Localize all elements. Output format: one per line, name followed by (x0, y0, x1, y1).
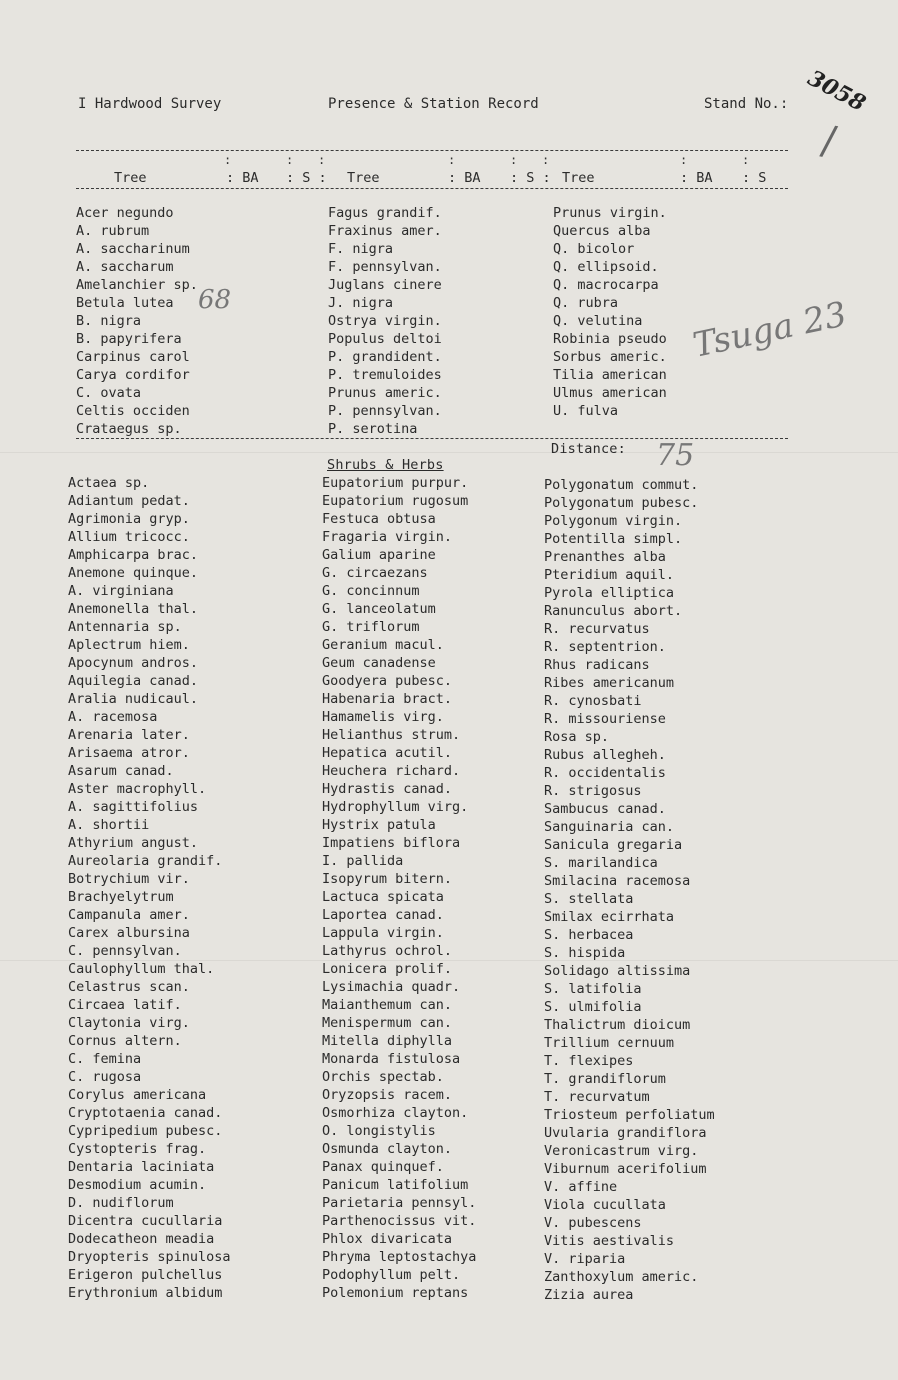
herb-species-item: S. marilandica (544, 855, 658, 871)
herb-list-column-2 (322, 474, 476, 1302)
herb-species-item: Anemone quinque. (68, 565, 199, 581)
tree-species-item: Fagus grandif. (328, 205, 442, 221)
herb-species-item: C. pennsylvan. (68, 943, 182, 959)
tree-species-item: Q. rubra (553, 295, 619, 311)
herb-species-item: Phryma leptostachya (322, 1249, 477, 1265)
column-header-ba: : BA (448, 170, 481, 186)
tree-species-item: A. saccharum (76, 259, 174, 275)
herb-species-item: Adiantum pedat. (68, 493, 190, 509)
herb-species-item: Viola cucullata (544, 1197, 666, 1213)
herb-species-item: Ranunculus abort. (544, 603, 683, 619)
tree-species-item: Fraxinus amer. (328, 223, 442, 239)
herb-species-item: Viburnum acerifolium (544, 1161, 707, 1177)
tree-species-item: Q. macrocarpa (553, 277, 659, 293)
herb-species-item: Erigeron pulchellus (68, 1267, 223, 1283)
herb-species-item: Lactuca spicata (322, 889, 444, 905)
herb-species-item: Carex albursina (68, 925, 190, 941)
herb-species-item: A. shortii (68, 817, 150, 833)
herb-species-item: R. cynosbati (544, 693, 642, 709)
herb-species-item: Erythronium albidum (68, 1285, 223, 1301)
tree-species-item: P. grandident. (328, 349, 442, 365)
herb-species-item: Actaea sp. (68, 475, 150, 491)
column-header-tree: Tree (562, 170, 595, 186)
herb-species-item: Podophyllum pelt. (322, 1267, 461, 1283)
tree-species-item: P. tremuloides (328, 367, 442, 383)
herb-species-item: Asarum canad. (68, 763, 174, 779)
herb-species-item: Vitis aestivalis (544, 1233, 675, 1249)
column-separator: : (542, 153, 550, 167)
herb-species-item: Trillium cernuum (544, 1035, 675, 1051)
herb-species-item: Polygonum virgin. (544, 513, 683, 529)
herb-species-item: Prenanthes alba (544, 549, 666, 565)
herb-species-item: Thalictrum dioicum (544, 1017, 691, 1033)
herb-species-item: Lathyrus ochrol. (322, 943, 453, 959)
tree-species-item: Crataegus sp. (76, 421, 182, 437)
tree-list-column-3 (553, 204, 667, 420)
herb-species-item: Arenaria later. (68, 727, 190, 743)
herb-species-item: Orchis spectab. (322, 1069, 444, 1085)
herb-species-item: Parietaria pennsyl. (322, 1195, 477, 1211)
herb-species-item: Cypripedium pubesc. (68, 1123, 223, 1139)
herb-species-item: Impatiens biflora (322, 835, 461, 851)
tree-species-item: Sorbus americ. (553, 349, 667, 365)
herb-species-item: T. grandiflorum (544, 1071, 666, 1087)
herb-species-item: Monarda fistulosa (322, 1051, 461, 1067)
herb-species-item: Polygonatum pubesc. (544, 495, 699, 511)
column-header-s: : S (742, 170, 767, 186)
herb-species-item: R. strigosus (544, 783, 642, 799)
herb-species-item: I. pallida (322, 853, 404, 869)
herb-species-item: Triosteum perfoliatum (544, 1107, 715, 1123)
herb-species-item: Anemonella thal. (68, 601, 199, 617)
herb-species-item: Brachyelytrum (68, 889, 174, 905)
column-header-s: : S : (510, 170, 551, 186)
herb-species-item: Oryzopsis racem. (322, 1087, 453, 1103)
tree-species-item: Q. bicolor (553, 241, 635, 257)
herb-species-item: Campanula amer. (68, 907, 190, 923)
herb-species-item: Osmunda clayton. (322, 1141, 453, 1157)
herb-species-item: Hydrophyllum virg. (322, 799, 469, 815)
herb-species-item: Eupatorium rugosum (322, 493, 469, 509)
tree-species-item: F. nigra (328, 241, 394, 257)
herb-species-item: Veronicastrum virg. (544, 1143, 699, 1159)
tree-species-item: Carya cordifor (76, 367, 190, 383)
column-separator: : (318, 153, 326, 167)
column-separator: : (680, 153, 688, 167)
herb-species-item: Panicum latifolium (322, 1177, 469, 1193)
tree-species-item: Ulmus american (553, 385, 667, 401)
tree-species-item: Robinia pseudo (553, 331, 667, 347)
tree-species-item: Quercus alba (553, 223, 651, 239)
herb-species-item: Goodyera pubesc. (322, 673, 453, 689)
paper-fold-line (0, 452, 898, 453)
herb-species-item: V. affine (544, 1179, 618, 1195)
herb-species-item: Aquilegia canad. (68, 673, 199, 689)
herb-species-item: Osmorhiza clayton. (322, 1105, 469, 1121)
herb-species-item: Smilax ecirrhata (544, 909, 675, 925)
herb-species-item: Corylus americana (68, 1087, 207, 1103)
handwritten-stand-number: 3058 (803, 65, 870, 117)
herb-species-item: Isopyrum bitern. (322, 871, 453, 887)
herb-species-item: V. riparia (544, 1251, 626, 1267)
herb-species-item: Laportea canad. (322, 907, 444, 923)
tree-species-item: A. saccharinum (76, 241, 190, 257)
tree-list-column-2 (328, 204, 442, 438)
herb-species-item: Solidago altissima (544, 963, 691, 979)
herb-species-item: Mitella diphylla (322, 1033, 453, 1049)
herb-species-item: R. recurvatus (544, 621, 650, 637)
herb-species-item: Geum canadense (322, 655, 436, 671)
dashed-rule-top (76, 150, 788, 151)
herb-species-item: R. missouriense (544, 711, 666, 727)
herb-species-item: Cornus altern. (68, 1033, 182, 1049)
herb-species-item: Claytonia virg. (68, 1015, 190, 1031)
herb-species-item: Aster macrophyll. (68, 781, 207, 797)
herb-species-item: T. flexipes (544, 1053, 634, 1069)
tree-species-item: B. nigra (76, 313, 142, 329)
herb-species-item: Fragaria virgin. (322, 529, 453, 545)
herb-species-item: S. hispida (544, 945, 626, 961)
herb-species-item: R. septentrion. (544, 639, 666, 655)
herb-species-item: Lonicera prolif. (322, 961, 453, 977)
herb-species-item: S. stellata (544, 891, 634, 907)
column-header-tree: Tree (347, 170, 380, 186)
tree-species-item: Betula lutea (76, 295, 174, 311)
herb-species-item: S. herbacea (544, 927, 634, 943)
tree-species-item: Tilia american (553, 367, 667, 383)
herb-species-item: T. recurvatum (544, 1089, 650, 1105)
herb-species-item: Festuca obtusa (322, 511, 436, 527)
herb-species-item: Sambucus canad. (544, 801, 666, 817)
herb-species-item: S. ulmifolia (544, 999, 642, 1015)
herb-species-item: Botrychium vir. (68, 871, 190, 887)
herb-species-item: Dentaria laciniata (68, 1159, 215, 1175)
herb-species-item: Heuchera richard. (322, 763, 461, 779)
tree-species-item: Acer negundo (76, 205, 174, 221)
herb-species-item: C. femina (68, 1051, 142, 1067)
herb-species-item: Arisaema atror. (68, 745, 190, 761)
herb-species-item: Zanthoxylum americ. (544, 1269, 699, 1285)
column-header-ba: : BA (680, 170, 713, 186)
tree-species-item: Amelanchier sp. (76, 277, 198, 293)
herb-species-item: Ribes americanum (544, 675, 675, 691)
herb-species-item: Galium aparine (322, 547, 436, 563)
herb-species-item: Uvularia grandiflora (544, 1125, 707, 1141)
tree-species-item: Prunus virgin. (553, 205, 667, 221)
tree-species-item: P. serotina (328, 421, 418, 437)
dashed-rule-header (76, 188, 788, 189)
herb-species-item: G. lanceolatum (322, 601, 436, 617)
column-separator: : (448, 153, 456, 167)
herb-species-item: Parthenocissus vit. (322, 1213, 477, 1229)
herb-species-item: Maianthemum can. (322, 997, 453, 1013)
herb-species-item: A. virginiana (68, 583, 174, 599)
herb-species-item: Lysimachia quadr. (322, 979, 461, 995)
herb-species-item: Cryptotaenia canad. (68, 1105, 223, 1121)
herb-species-item: D. nudiflorum (68, 1195, 174, 1211)
tree-species-item: F. pennsylvan. (328, 259, 442, 275)
herb-species-item: Pteridium aquil. (544, 567, 675, 583)
handwritten-mark: / (818, 117, 840, 165)
herb-species-item: Sanguinaria can. (544, 819, 675, 835)
handwritten-distance-value: 75 (656, 438, 695, 473)
tree-species-item: B. papyrifera (76, 331, 182, 347)
herb-species-item: G. circaezans (322, 565, 428, 581)
herb-species-item: Helianthus strum. (322, 727, 461, 743)
tree-species-item: C. ovata (76, 385, 142, 401)
herb-species-item: Hepatica acutil. (322, 745, 453, 761)
herb-species-item: Phlox divaricata (322, 1231, 453, 1247)
herb-species-item: Lappula virgin. (322, 925, 444, 941)
herb-species-item: G. triflorum (322, 619, 420, 635)
herb-species-item: V. pubescens (544, 1215, 642, 1231)
herb-species-item: Eupatorium purpur. (322, 475, 469, 491)
tree-species-item: Ostrya virgin. (328, 313, 442, 329)
herb-species-item: Aplectrum hiem. (68, 637, 190, 653)
herb-species-item: Hamamelis virg. (322, 709, 444, 725)
distance-label: Distance: (551, 441, 626, 457)
herb-species-item: Polemonium reptans (322, 1285, 469, 1301)
herb-species-item: Aureolaria grandif. (68, 853, 223, 869)
herb-species-item: Cystopteris frag. (68, 1141, 207, 1157)
herb-species-item: Menispermum can. (322, 1015, 453, 1031)
herb-species-item: A. sagittifolius (68, 799, 199, 815)
herb-species-item: Potentilla simpl. (544, 531, 683, 547)
herb-species-item: Dodecatheon meadia (68, 1231, 215, 1247)
herb-species-item: Zizia aurea (544, 1287, 634, 1303)
herb-list-column-3 (544, 476, 715, 1304)
herb-species-item: Geranium macul. (322, 637, 444, 653)
herb-species-item: Dicentra cucullaria (68, 1213, 223, 1229)
herb-species-item: Rosa sp. (544, 729, 610, 745)
tree-species-item: U. fulva (553, 403, 619, 419)
tree-species-item: Q. ellipsoid. (553, 259, 659, 275)
herb-species-item: Antennaria sp. (68, 619, 182, 635)
tree-species-item: Carpinus carol (76, 349, 190, 365)
tree-species-item: Populus deltoi (328, 331, 442, 347)
herb-species-item: A. racemosa (68, 709, 158, 725)
handwritten-note-68: 68 (198, 285, 232, 315)
herb-species-item: Celastrus scan. (68, 979, 190, 995)
herb-species-item: Hystrix patula (322, 817, 436, 833)
dashed-rule-trees-end (76, 438, 788, 439)
column-header-s: : S : (286, 170, 327, 186)
tree-species-item: A. rubrum (76, 223, 150, 239)
tree-species-item: J. nigra (328, 295, 394, 311)
column-separator: : (286, 153, 294, 167)
herb-species-item: Hydrastis canad. (322, 781, 453, 797)
herb-species-item: Smilacina racemosa (544, 873, 691, 889)
column-separator: : (224, 153, 232, 167)
herb-species-item: Sanicula gregaria (544, 837, 683, 853)
herb-species-item: Desmodium acumin. (68, 1177, 207, 1193)
tree-species-item: P. pennsylvan. (328, 403, 442, 419)
herb-species-item: Apocynum andros. (68, 655, 199, 671)
tree-list-column-1 (76, 204, 198, 438)
herb-species-item: Dryopteris spinulosa (68, 1249, 231, 1265)
tree-species-item: Celtis occiden (76, 403, 190, 419)
column-header-ba: : BA (226, 170, 259, 186)
handwritten-note-tsuga: Tsuga 23 (689, 294, 851, 366)
form-subtitle: Presence & Station Record (328, 96, 539, 112)
herb-species-item: Caulophyllum thal. (68, 961, 215, 977)
herb-species-item: Agrimonia gryp. (68, 511, 190, 527)
herb-species-item: Rhus radicans (544, 657, 650, 673)
herb-species-item: Aralia nudicaul. (68, 691, 199, 707)
herb-species-item: Allium tricocc. (68, 529, 190, 545)
column-header-tree: Tree (114, 170, 147, 186)
herb-species-item: G. concinnum (322, 583, 420, 599)
herb-species-item: Panax quinquef. (322, 1159, 444, 1175)
herb-species-item: R. occidentalis (544, 765, 666, 781)
herb-species-item: S. latifolia (544, 981, 642, 997)
herb-species-item: Athyrium angust. (68, 835, 199, 851)
stand-number-label: Stand No.: (704, 96, 789, 112)
column-separator: : (742, 153, 750, 167)
tree-species-item: Juglans cinere (328, 277, 442, 293)
herb-species-item: Pyrola elliptica (544, 585, 675, 601)
herb-list-column-1 (68, 474, 231, 1302)
tree-species-item: Prunus americ. (328, 385, 442, 401)
herb-species-item: C. rugosa (68, 1069, 142, 1085)
tree-species-item: Q. velutina (553, 313, 643, 329)
herb-species-item: Rubus allegheh. (544, 747, 666, 763)
herb-species-item: O. longistylis (322, 1123, 436, 1139)
herb-species-item: Habenaria bract. (322, 691, 453, 707)
column-separator: : (510, 153, 518, 167)
form-title: I Hardwood Survey (78, 96, 222, 112)
herb-species-item: Polygonatum commut. (544, 477, 699, 493)
shrubs-herbs-heading: Shrubs & Herbs (327, 457, 444, 473)
herb-species-item: Circaea latif. (68, 997, 182, 1013)
herb-species-item: Amphicarpa brac. (68, 547, 199, 563)
